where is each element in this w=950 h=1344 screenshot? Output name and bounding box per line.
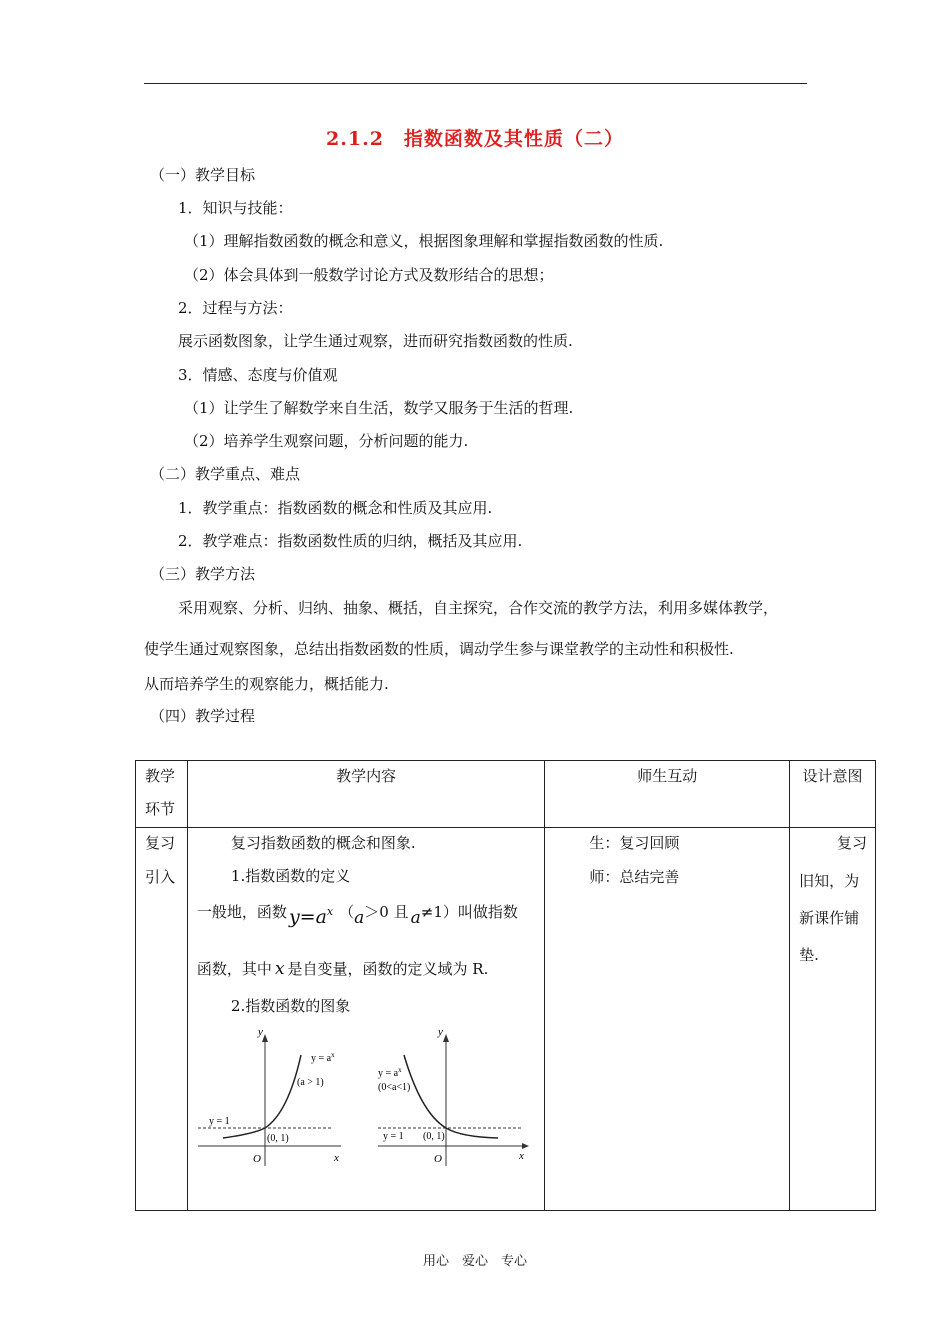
goal-item: （1）让学生了解数学来自生活，数学又服务于生活的哲理. (184, 399, 574, 417)
formula-a: a (315, 906, 327, 928)
y1-label: y = 1 (208, 1116, 230, 1127)
table-header-row (136, 761, 876, 828)
y1-label: y = 1 (382, 1131, 404, 1142)
goal-item: （1）理解指数函数的概念和意义，根据图象理解和掌握指数函数的性质. (184, 232, 664, 250)
subheading-process: 2．过程与方法： (178, 299, 293, 317)
intent-line1: 复习 (836, 834, 867, 852)
condition-label: (0<a<1) (377, 1082, 411, 1093)
interaction-line2: 师：总结完善 (589, 868, 680, 886)
formula-x: x (326, 905, 334, 918)
header-cell-intent (790, 761, 876, 828)
header-stage-line1: 教学 (145, 767, 176, 785)
lesson-table (135, 760, 876, 1211)
stage-line2: 引入 (145, 868, 176, 886)
condition-open: （ (339, 903, 355, 921)
exponential-graphs (193, 1025, 543, 1170)
y-axis-label: y (437, 1026, 443, 1038)
header-content: 教学内容 (336, 767, 397, 785)
keypoint-item: 2．教学难点：指数函数性质的归纳，概括及其应用. (178, 532, 523, 550)
header-cell-content (187, 761, 545, 828)
condition-a1: a (354, 908, 365, 928)
condition-a2: a (410, 908, 421, 928)
condition-mid: ＞0 且 (364, 903, 409, 921)
curve-label: $y = a^x$ (310, 1051, 335, 1064)
stage-line1: 复习 (145, 834, 176, 852)
header-rule (144, 83, 807, 84)
keypoint-item: 1．教学重点：指数函数的概念和性质及其应用. (178, 499, 493, 517)
graph-a-greater-1 (198, 1026, 341, 1166)
header-interaction: 师生互动 (637, 767, 698, 785)
graph-a-between-0-1 (378, 1026, 529, 1166)
goal-item: 展示函数图象，让学生通过观察，进而研究指数函数的性质. (178, 332, 573, 350)
growth-curve (223, 1055, 301, 1138)
intent-cell (790, 828, 876, 1211)
interaction-cell (545, 828, 790, 1211)
definition-title: 1.指数函数的定义 (230, 867, 351, 885)
definition-line2 (197, 958, 488, 979)
method-paragraph: 采用观察、分析、归纳、抽象、概括，自主探究，合作交流的教学方法，利用多媒体教学， (178, 599, 779, 617)
section-heading-goals: （一）教学目标 (150, 166, 256, 184)
stage-cell (136, 828, 188, 1211)
content-cell (187, 828, 545, 1211)
interaction-line1: 生：复习回顾 (589, 834, 680, 852)
y-axis-arrow (262, 1034, 268, 1042)
subheading-knowledge: 1．知识与技能： (178, 199, 293, 217)
condition-end: ≠1）叫做指数 (420, 903, 518, 921)
header-cell-interaction (545, 761, 790, 828)
definition-2a: 函数，其中 (196, 960, 272, 978)
header-intent: 设计意图 (802, 767, 863, 785)
variable-x: x (274, 959, 285, 979)
page-footer: 用心 爱心 专心 (422, 1254, 527, 1269)
section-heading-keypoints: （二）教学重点、难点 (150, 465, 301, 483)
content-intro: 复习指数函数的概念和图象. (230, 834, 416, 852)
subheading-attitude: 3．情感、态度与价值观 (178, 366, 338, 384)
y-axis-label: y (257, 1026, 263, 1038)
graph-title: 2.指数函数的图象 (230, 997, 351, 1015)
intent-line3: 新课作铺 (799, 909, 860, 927)
origin-label: O (433, 1153, 442, 1165)
curve-label: $y = a^x$ (377, 1066, 402, 1079)
point-label: (0, 1) (266, 1133, 289, 1144)
goal-item: （2）体会具体到一般数学讨论方式及数形结合的思想； (184, 266, 554, 284)
y-axis-arrow (443, 1034, 449, 1042)
definition-line (196, 900, 518, 928)
formula-y: y (288, 906, 300, 928)
x-axis-label: x (333, 1152, 339, 1164)
definition-pre: 一般地，函数 (196, 903, 287, 921)
decay-curve (404, 1055, 498, 1138)
formula-eq: = (299, 906, 316, 928)
definition-2b: 是自变量，函数的定义域为 R. (287, 960, 489, 978)
condition-label: (a > 1) (296, 1077, 324, 1088)
intent-line4: 垫. (799, 946, 819, 964)
page-title: 2.1.2 指数函数及其性质（二） (326, 128, 624, 150)
method-paragraph: 使学生通过观察图象，总结出指数函数的性质，调动学生参与课堂教学的主动性和积极性. (144, 640, 734, 658)
x-axis-label: x (518, 1150, 524, 1162)
point-label: (0, 1) (422, 1131, 445, 1142)
header-stage-line2: 环节 (145, 800, 176, 818)
goal-item: （2）培养学生观察问题，分析问题的能力. (184, 432, 469, 450)
method-paragraph: 从而培养学生的观察能力，概括能力. (144, 675, 389, 693)
header-cell-stage (136, 761, 188, 828)
x-axis-arrow (522, 1143, 529, 1149)
origin-label: O (252, 1153, 261, 1165)
section-heading-process: （四）教学过程 (150, 707, 256, 725)
table-row (136, 828, 876, 1211)
intent-line2: 旧知，为 (799, 872, 860, 890)
section-heading-method: （三）教学方法 (150, 565, 256, 583)
